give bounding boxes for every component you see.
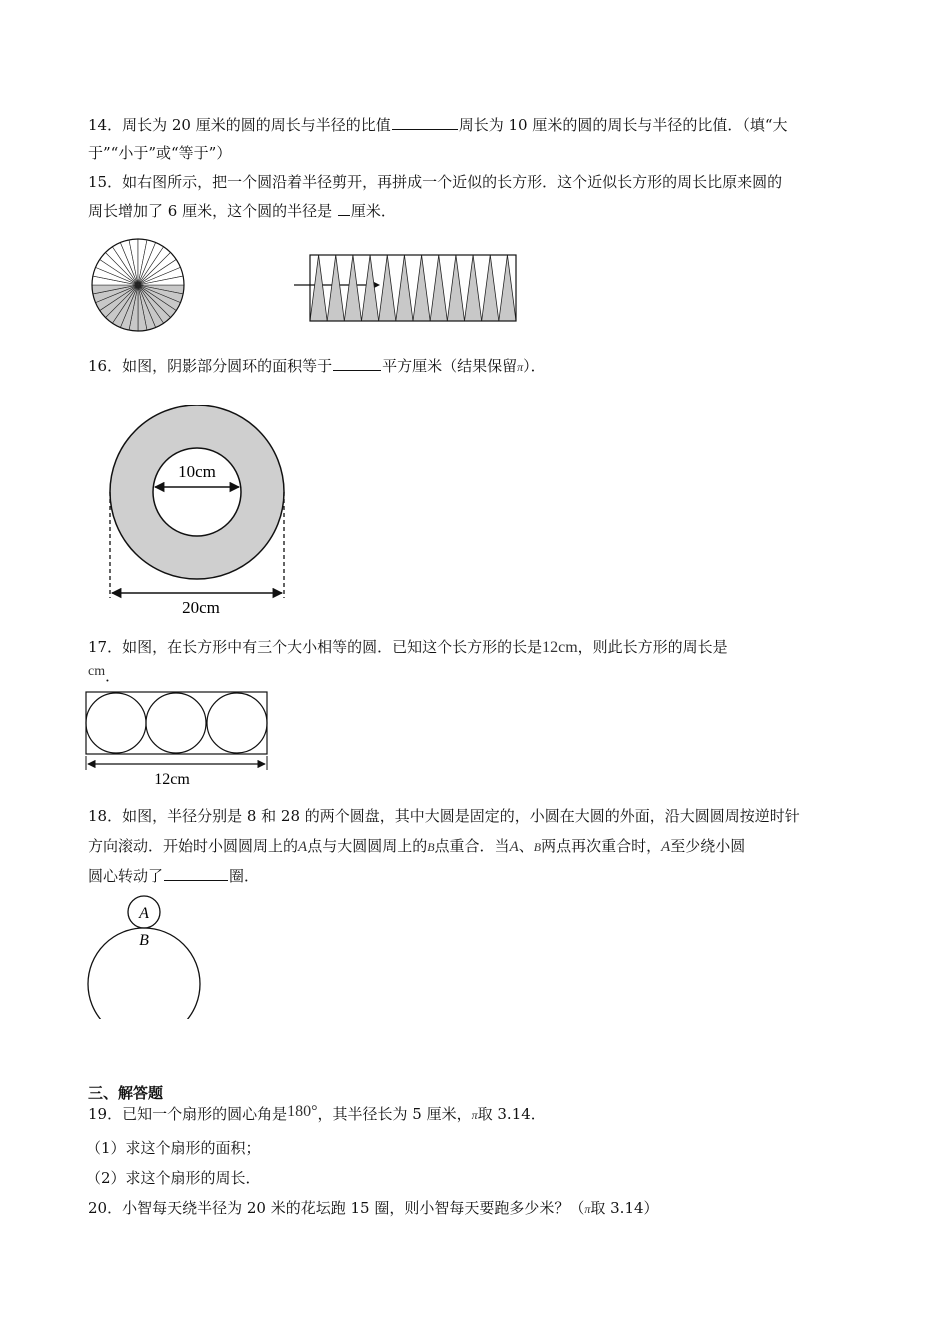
q14-line2: [88, 143, 231, 163]
q16-text-part1: 16．如图，阴影部分圆环的面积等于: [88, 357, 333, 375]
q16-outer-label: 20cm: [182, 598, 220, 617]
q17-circle-2: [146, 693, 206, 753]
q16-inner-label: 10cm: [178, 462, 216, 481]
q17-text-end: ．: [105, 667, 121, 685]
q14-answer-blank[interactable]: [392, 115, 458, 130]
q17-circle-3: [207, 693, 267, 753]
q17-unit: cm: [88, 664, 106, 679]
q17-line1: [88, 637, 728, 658]
q16-text-part3: ）．: [523, 357, 546, 375]
q17-length-value: 12cm: [542, 639, 578, 656]
q15-rect-tooth: [430, 255, 447, 321]
q19-sub1: （1）求这个扇形的面积；: [86, 1139, 261, 1157]
q18-text-line3b: 圈．: [229, 867, 260, 885]
q15-text-line2b: 厘米．: [350, 202, 396, 220]
q18-text-line2e: 两点再次重合时，: [541, 837, 662, 855]
q18-figure: [84, 894, 209, 1019]
q17-figure-label: 12cm: [154, 771, 190, 788]
q15-rect-tooth: [499, 255, 516, 321]
q20-text-part1: 20．小智每天绕半径为 20 米的花坛跑 15 圈，则小智每天要跑多少米？（: [88, 1199, 585, 1217]
q15-text-line1: 15．如右图所示，把一个圆沿着半径剪开，再拼成一个近似的长方形．这个近似长方形的周长比原来圆的: [88, 173, 783, 191]
q16-line1: [88, 356, 546, 377]
q15-text-line2a: 周长增加了 6 厘米，这个圆的半径是: [88, 202, 337, 220]
q15-figure: [84, 235, 524, 335]
q14-text-part1: 14．周长为 20 厘米的圆的周长与半径的比值: [88, 116, 391, 134]
q18-line2: [88, 836, 745, 857]
q17-rectangle: [86, 692, 267, 754]
q18-text-line2a: 方向滚动．开始时小圆圆周上的: [88, 837, 299, 855]
q20-line1: [88, 1198, 659, 1219]
q15-rect-tooth: [447, 255, 464, 321]
q20-text-part2: 取 3.14）: [590, 1199, 659, 1217]
q18-label-b: B: [139, 932, 149, 949]
q14-text-line2: 于”“小于”或“等于”）: [88, 144, 232, 162]
q15-rect-tooth: [413, 255, 430, 321]
q18-text-line2f: 至少绕小圆: [670, 837, 746, 855]
q15-rect-tooth: [482, 255, 499, 321]
q15-rect-tooth: [396, 255, 413, 321]
q17-circle-1: [86, 693, 146, 753]
q14-line1: [88, 115, 788, 135]
q15-rect-tooth: [465, 255, 482, 321]
q16-figure: [100, 405, 300, 620]
q18-text-line2b: 点与大圆圆周上的: [307, 837, 428, 855]
q19-text-part2: ，其半径长为 5 厘米，: [317, 1105, 472, 1123]
q18-line1: [88, 806, 800, 826]
q18-text-line2c: 点重合．当: [434, 837, 510, 855]
q15-sector-circle: [92, 239, 184, 331]
q15-answer-blank[interactable]: [338, 201, 350, 216]
q18-point-a-3: A: [661, 839, 671, 855]
q18-text-line2d: 、: [518, 837, 534, 855]
q16-text-part2: 平方厘米（结果保留: [382, 357, 518, 375]
q16-answer-blank[interactable]: [333, 356, 381, 371]
q15-rect-tooth: [310, 255, 327, 321]
q19-line1: [88, 1104, 546, 1125]
section-3-title: 三、解答题: [88, 1084, 164, 1102]
q18-point-b-2: B: [533, 840, 542, 854]
q19-angle: 180°: [287, 1103, 318, 1120]
q15-line1: [88, 172, 782, 192]
q18-line3: [88, 866, 259, 886]
q17-line2: [88, 666, 120, 688]
q14-text-part2: 周长为 10 厘米的圆的周长与半径的比值．（填“大: [458, 116, 788, 134]
q18-point-a: A: [298, 839, 308, 855]
q17-text-part1: 17．如图，在长方形中有三个大小相等的圆．已知这个长方形的长是: [88, 638, 543, 656]
q15-rect-tooth: [379, 255, 396, 321]
q15-rect-tooth: [327, 255, 344, 321]
q15-rect-tooth: [344, 255, 361, 321]
q18-point-b: B: [427, 840, 435, 854]
q18-text-line1: 18．如图，半径分别是 8 和 28 的两个圆盘，其中大圆是固定的，小圆在大圆的外面，沿大圆圆周按逆时针: [88, 807, 800, 825]
q18-answer-blank[interactable]: [164, 866, 228, 881]
q17-figure: [84, 690, 274, 790]
q17-text-part2: ，则此长方形的周长是: [577, 638, 728, 656]
q18-text-line3a: 圆心转动了: [88, 867, 164, 885]
q19-text-part3: 取 3.14．: [477, 1105, 546, 1123]
q19-sub2: （2）求这个扇形的周长．: [86, 1169, 261, 1187]
q15-line2: [88, 201, 396, 221]
q19-text-part1: 19．已知一个扇形的圆心角是: [88, 1105, 288, 1123]
q16-pi-symbol: π: [517, 360, 524, 374]
q18-point-a-2: A: [509, 839, 519, 855]
q15-rect-tooth: [362, 255, 379, 321]
q20-pi-symbol: π: [584, 1202, 591, 1216]
q15-rearranged-rectangle: [310, 255, 516, 321]
q19-pi-symbol: π: [471, 1108, 478, 1122]
q18-label-a: A: [139, 905, 149, 922]
